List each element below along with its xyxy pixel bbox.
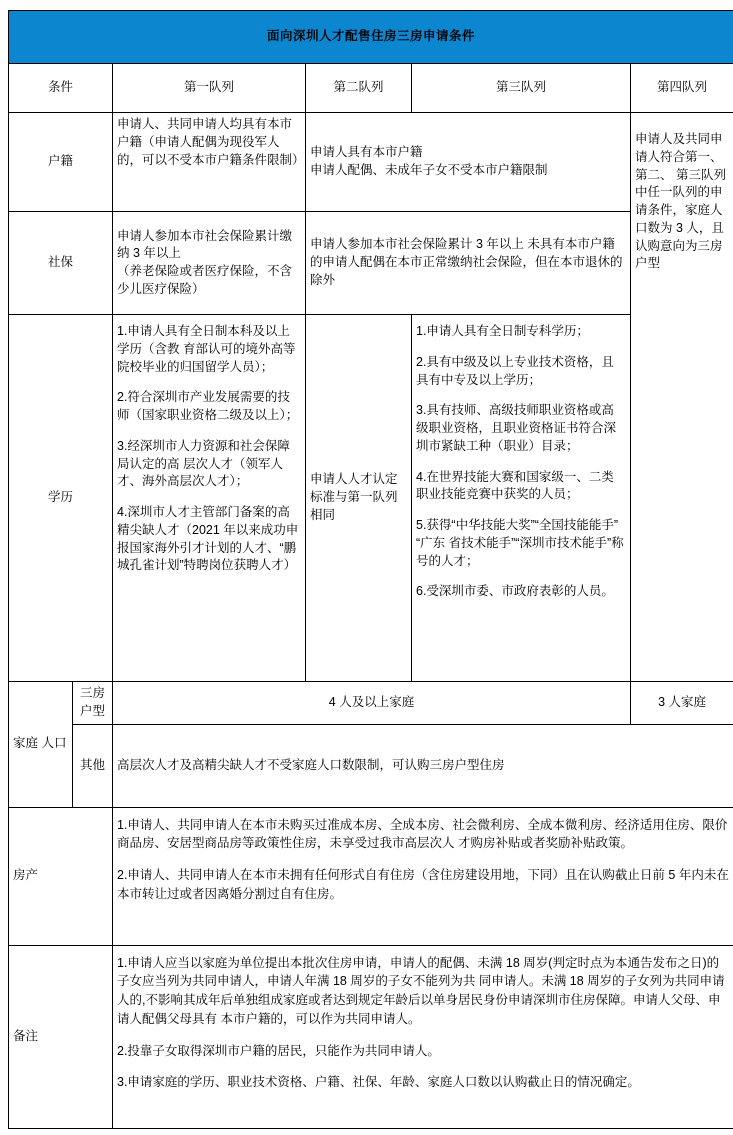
row-label-property: 房产	[9, 807, 113, 945]
remark-item-1: 1.申请人应当以家庭为单位提出本批次住房申请，申请人的配偶、未满 18 周岁(判定时点为本通告发布之日)的子女应当列为共同申请人，申请人年满 18 周岁的子女不能列为共 同申请人。未满 18 周岁的子女列为共同申请人的,不影响其成年后单独组成家庭或者达到规定年龄后以单身居民身份申请深圳市住房保障。申请人父母、申请人配偶父母具有 本市户籍的，可以作为共同申请人。	[117, 954, 729, 1029]
property-content-cell	[113, 807, 733, 945]
header-queue-1: 第一队列	[113, 64, 306, 113]
xueli-q1-item-2: 2.符合深圳市产业发展需要的技师（国家职业资格二级及以上）；	[117, 389, 301, 425]
remark-content-cell	[113, 945, 733, 1128]
family-other-value: 高层次人才及高精尖缺人才不受家庭人口数限制，可认购三房户型住房	[113, 724, 733, 807]
xueli-q1-item-4: 4.深圳市人才主管部门备案的高精尖缺人才（2021 年以来成功申报国家海外引才计划的人才、“鹏城孔雀计划”特聘岗位获聘人才）	[117, 504, 301, 575]
family-sub-label-three-room: 三房户型	[73, 682, 113, 725]
page-title: 面向深圳人才配售住房三房申请条件	[9, 11, 733, 64]
hukou-queue1-cell: 申请人、共同申请人均具有本市户籍（申请人配偶为现役军人的，可以不受本市户籍条件限制）	[113, 113, 306, 212]
family-three-room-value-queue4: 3 人家庭	[631, 682, 733, 725]
xueli-q3-item-2: 2.具有中级及以上专业技术资格，且具有中专及以上学历；	[416, 354, 626, 390]
xueli-queue1-cell	[113, 315, 306, 682]
header-queue-3: 第三队列	[412, 64, 631, 113]
table-row-remark	[9, 945, 733, 1128]
remark-item-3: 3.申请家庭的学历、职业技术资格、户籍、社保、年龄、家庭人口数以认购截止日的情况确定。	[117, 1073, 729, 1092]
header-condition: 条件	[9, 64, 113, 113]
table-row-xueli	[9, 315, 733, 682]
row-label-shebao: 社保	[9, 212, 113, 315]
table-row-family-other	[9, 724, 733, 807]
xueli-queue2-cell: 申请人人才认定标准与第一队列相同	[306, 315, 412, 682]
row-label-family: 家庭 人口	[9, 682, 73, 808]
xueli-q3-item-1: 1.申请人具有全日制专科学历；	[416, 323, 626, 341]
row-label-remark: 备注	[9, 945, 113, 1128]
xueli-q3-item-6: 6.受深圳市委、市政府表彰的人员。	[416, 583, 626, 601]
table-row-shebao	[9, 212, 733, 315]
table-row-property	[9, 807, 733, 945]
application-conditions-table	[8, 10, 733, 1129]
shebao-queue1-line2: （养老保险或者医疗保险，不含少儿医疗保险）	[117, 263, 301, 299]
header-queue-2: 第二队列	[306, 64, 412, 113]
table-row-family-type	[9, 682, 733, 725]
title-row	[9, 11, 733, 64]
shebao-queue1-line1: 申请人参加本市社会保险累计缴纳 3 年以上	[117, 228, 301, 264]
xueli-queue3-cell	[412, 315, 631, 682]
header-queue-4: 第四队列	[631, 64, 733, 113]
shebao-queue1-cell	[113, 212, 306, 315]
row-label-xueli: 学历	[9, 315, 113, 682]
table-row-hukou	[9, 113, 733, 212]
queue4-merged-cell: 申请人及共同申请人符合第一、第二、 第三队列中任一队列的申请条件，家庭人口数为 3 人，且认购意向为三房户型	[631, 113, 733, 682]
xueli-q3-item-5: 5.获得“中华技能大奖”“全国技能能手”“广东 省技术能手”“深圳市技术能手”称号的人才；	[416, 517, 626, 570]
row-label-hukou: 户籍	[9, 113, 113, 212]
xueli-q1-item-3: 3.经深圳市人力资源和社会保障局认定的高 层次人才（领军人才、海外高层次人才）；	[117, 438, 301, 491]
property-item-2: 2.申请人、共同申请人在本市未拥有任何形式自有住房（含住房建设用地，下同）且在认购截止日前 5 年内未在本市转让过或者因离婚分割过自有住房。	[117, 866, 729, 904]
xueli-q3-item-4: 4.在世界技能大赛和国家级一、二类职业技能竞赛中获奖的人员；	[416, 469, 626, 505]
hukou-queue23-line2: 申请人配偶、未成年子女不受本市户籍限制	[310, 162, 626, 180]
hukou-queue23-line1: 申请人具有本市户籍	[310, 144, 626, 162]
xueli-q1-item-1: 1.申请人具有全日制本科及以上学历（含教 育部认可的境外高等院校毕业的归国留学人员）；	[117, 323, 301, 376]
shebao-queue23-cell: 申请人参加本市社会保险累计 3 年以上 未具有本市户籍的申请人配偶在本市正常缴纳社会保险，但在本市退休的除外	[306, 212, 631, 315]
property-item-1: 1.申请人、共同申请人在本市未购买过准成本房、全成本房、社会微利房、全成本微利房、经济适用住房、限价商品房、安居型商品房等政策性住房，未享受过我市高层次人 才购房补贴或者奖励补贴政策。	[117, 816, 729, 854]
family-three-room-value: 4 人及以上家庭	[113, 682, 631, 725]
hukou-queue23-cell	[306, 113, 631, 212]
family-sub-label-other: 其他	[73, 724, 113, 807]
table-header-row	[9, 64, 733, 113]
remark-item-2: 2.投靠子女取得深圳市户籍的居民，只能作为共同申请人。	[117, 1042, 729, 1061]
xueli-q3-item-3: 3.具有技师、高级技师职业资格或高级职业资格，且职业资格证书符合深圳市紧缺工种（职业）目录；	[416, 402, 626, 455]
